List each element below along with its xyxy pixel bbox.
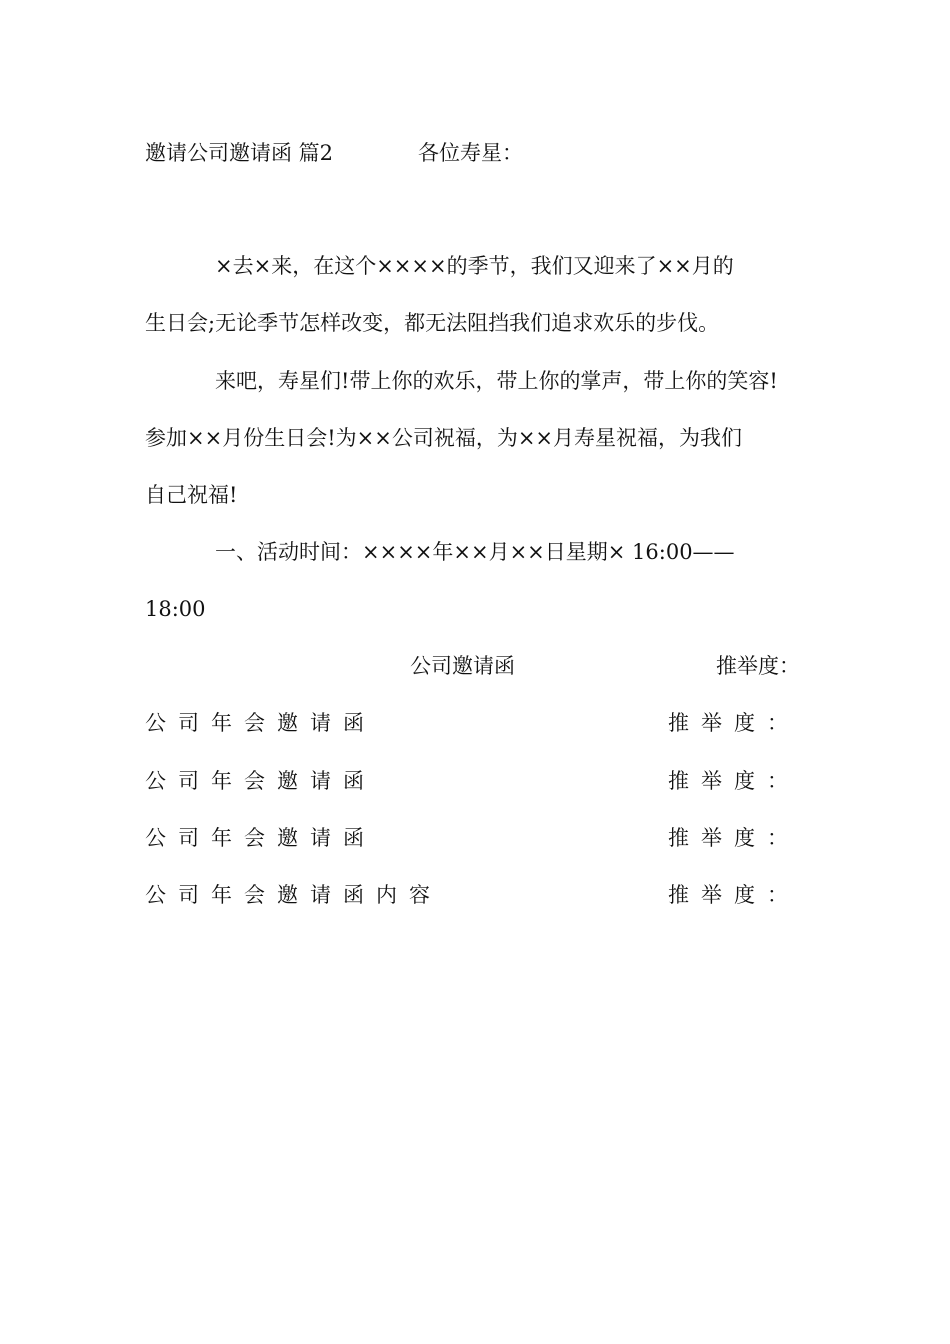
recommendation-score-label: 推举度：	[668, 711, 800, 735]
recommendation-score-label: 推举度：	[668, 883, 800, 907]
document-title: 邀请公司邀请函 篇2	[145, 141, 334, 165]
recommendation-row	[145, 823, 800, 853]
activity-time-line-1: 一、活动时间：××××年××月××日星期× 16:00——	[215, 540, 735, 564]
paragraph-1-line-2: 生日会;无论季节怎样改变，都无法阻挡我们追求欢乐的步伐。	[145, 311, 720, 335]
recommendation-score-label: 推举度：	[716, 654, 800, 678]
paragraph-2-line-1: 来吧，寿星们!带上你的欢乐，带上你的掌声，带上你的笑容!	[215, 369, 778, 393]
recommendation-row	[145, 651, 800, 681]
paragraph-1-line-1: ×去×来，在这个××××的季节，我们又迎来了××月的	[215, 254, 734, 278]
recommendation-score-label: 推举度：	[668, 826, 800, 850]
recommendation-score-label: 推举度：	[668, 769, 800, 793]
paragraph-2-line-2: 参加××月份生日会!为××公司祝福，为××月寿星祝福，为我们	[145, 426, 743, 450]
recommendation-title[interactable]: 公司年会邀请函	[145, 769, 376, 793]
recommendation-title[interactable]: 公司邀请函	[410, 654, 515, 678]
recommendation-title[interactable]: 公司年会邀请函	[145, 711, 376, 735]
recommendation-title[interactable]: 公司年会邀请函内容	[145, 883, 442, 907]
recommendation-row	[145, 880, 800, 910]
recommendation-row	[145, 766, 800, 796]
recommendation-row	[145, 708, 800, 738]
activity-time-line-2: 18:00	[145, 597, 206, 621]
paragraph-2-line-3: 自己祝福!	[145, 483, 238, 507]
greeting: 各位寿星：	[418, 141, 523, 165]
recommendation-title[interactable]: 公司年会邀请函	[145, 826, 376, 850]
